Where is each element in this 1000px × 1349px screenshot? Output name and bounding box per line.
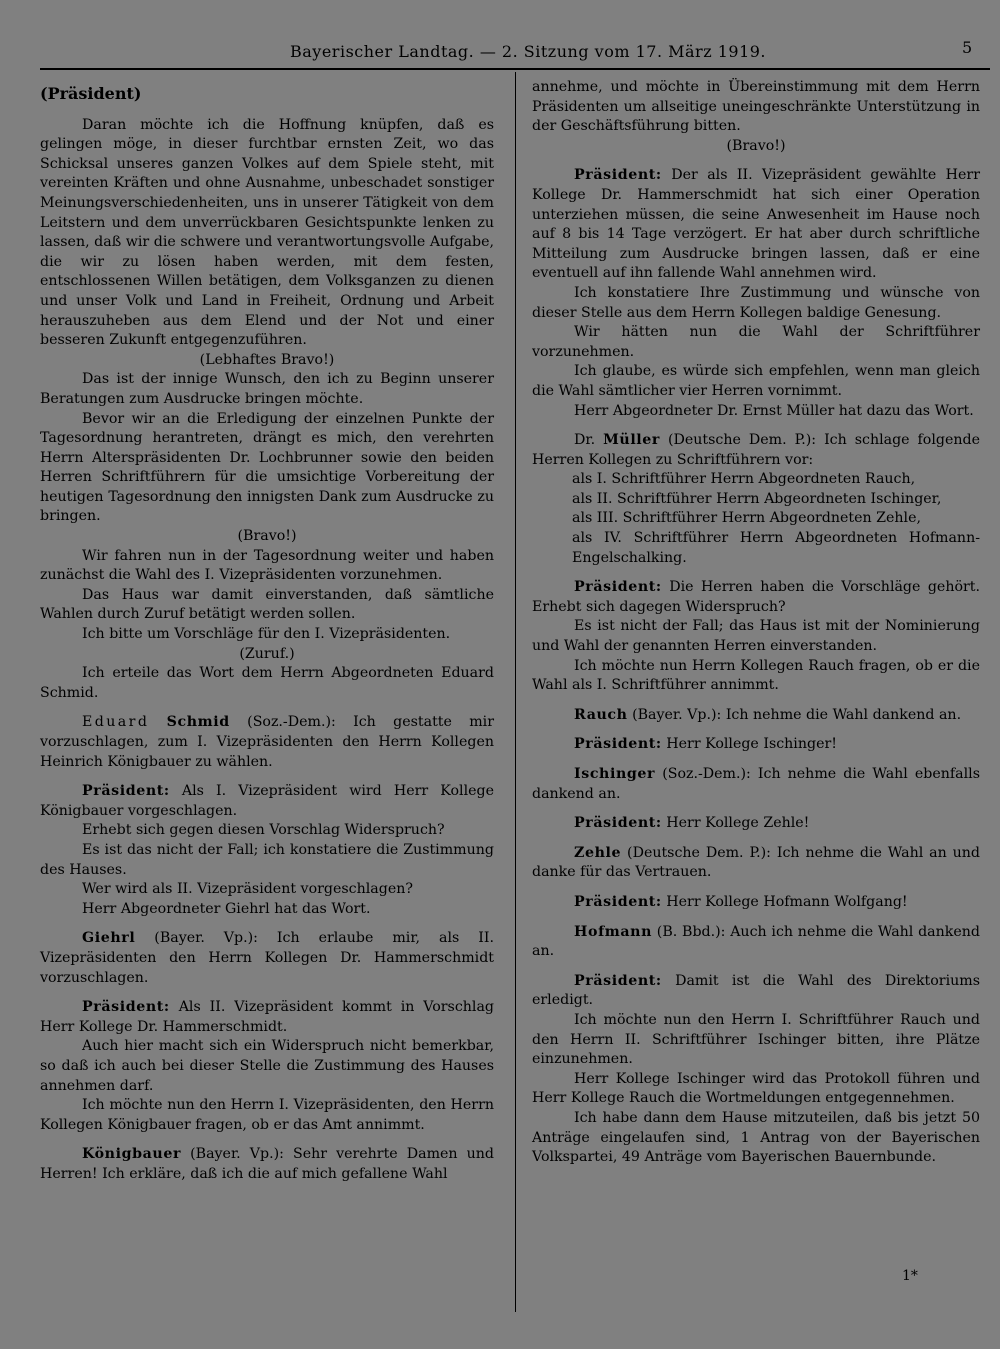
page-number: 5: [962, 38, 973, 57]
paragraph: Herr Kollege Ischinger wird das Protokoll führen und Herr Kollege Rauch die Wortmeldungen entgegennehmen.: [532, 1070, 980, 1107]
paragraph: Es ist nicht der Fall; das Haus ist mit der Nominierung und Wahl der genannten Herren einverstanden.: [532, 618, 980, 655]
speech-text: (B. Bbd.): Auch ich nehme die Wahl dankend an.: [532, 923, 980, 960]
speech-text: (Bayer. Vp.): Ich erlaube mir, als II. Vizepräsidenten den Herrn Kollegen Dr. Hammerschmidt vorzuschlagen.: [40, 930, 494, 986]
speaker-prename: Eduard: [82, 714, 150, 731]
speech-text: Als II. Vizepräsident kommt in Vorschlag Herr Kollege Dr. Hammerschmidt.: [40, 999, 495, 1035]
speaker-name: Zehle: [574, 844, 622, 861]
paragraph: Wir hätten nun die Wahl der Schriftführer vorzunehmen.: [532, 324, 980, 360]
speech-text: Herr Kollege Hofmann Wolfgang!: [666, 893, 908, 910]
paragraph: Ich möchte nun den Herrn I. Vizepräsidenten, den Herrn Kollegen Königbauer fragen, ob er das Amt annimmt.: [40, 1097, 494, 1133]
paragraph: Ich konstatiere Ihre Zustimmung und wünsche von dieser Stelle aus dem Herrn Kollegen baldige Genesung.: [532, 284, 980, 321]
speech: [40, 782, 494, 821]
speech-text: (Bayer. Vp.): Sehr verehrte Damen und Herren! Ich erkläre, daß ich die auf mich gefallene Wahl: [40, 1146, 494, 1182]
running-title: Bayerischer Landtag. — 2. Sitzung vom 17. März 1919.: [290, 42, 767, 61]
paragraph: Das ist der innige Wunsch, den ich zu Beginn unserer Beratungen zum Ausdrucke bringen möchte.: [40, 371, 494, 407]
paragraph: Daran möchte ich die Hoffnung knüpfen, daß es gelingen möge, in dieser furchtbar ernsten Zeit, wo das Schicksal unseres ganzen Volkes auf dem Spiele steht, mit vereinten Kräften und ohne Ausnahme, unbeschadet sonstiger Meinungsverschiedenheiten, uns in unserer Tätigkeit von dem Leitstern und dem unverrückbaren Gesichtspunkte lenken zu lassen, daß wir die schwere und verantwortungsvolle Aufgabe, die wir zu lösen haben werden, mit dem festen, entschlossenen Willen betätigen, dem Volksganzen zu dienen und unser Volk und Land in Freiheit, Ordnung und Arbeit herauszuheben aus dem Elend und der Not und einer besseren Zukunft entgegenzuführen.: [40, 116, 494, 349]
speech: [532, 893, 980, 913]
speech: [532, 578, 980, 617]
speech: [40, 1145, 494, 1184]
speaker-name: Rauch: [574, 706, 628, 723]
speaker-name: Präsident:: [82, 783, 170, 800]
paragraph: Das Haus war damit einverstanden, daß sämtliche Wahlen durch Zuruf betätigt werden sollen.: [40, 586, 494, 623]
paragraph: Auch hier macht sich ein Widerspruch nicht bemerkbar, so daß ich auch bei dieser Stelle die Zustimmung des Hauses annehmen darf.: [40, 1038, 494, 1094]
speech-text: (Deutsche Dem. P.): Ich schlage folgende Herren Kollegen zu Schriftführern vor:: [532, 432, 980, 468]
speaker-name: Präsident:: [574, 972, 662, 989]
paragraph: Bevor wir an die Erledigung der einzelnen Punkte der Tagesordnung herantreten, drängt es mich, den verehrten Herrn Alterspräsidenten Dr. Lochbrunner sowie den beiden Herren Schriftführern für die umsichtige Vorbereitung der heutigen Tagesordnung den innigsten Dank zum Ausdrucke zu bringen.: [40, 410, 494, 525]
speaker-name: Präsident:: [574, 815, 662, 832]
paragraph: Wer wird als II. Vizepräsident vorgeschlagen?: [82, 881, 413, 898]
paragraph: Wir fahren nun in der Tagesordnung weiter und haben zunächst die Wahl des I. Vizepräsidenten vorzunehmen.: [40, 547, 494, 584]
list-item: als I. Schriftführer Herrn Abgeordneten Rauch,: [572, 471, 916, 488]
speaker-name: Präsident:: [574, 893, 662, 910]
left-column: [40, 78, 494, 1184]
column-divider: [515, 72, 516, 1312]
speech-text: (Soz.-Dem.): Ich gestatte mir vorzuschlagen, zum I. Vizepräsidenten den Herrn Kollegen Heinrich Königbauer zu wählen.: [40, 714, 494, 770]
speaker-name: Präsident:: [574, 736, 662, 753]
speech: [40, 929, 494, 988]
interjection: (Lebhaftes Bravo!): [199, 351, 335, 368]
speech-text: (Soz.-Dem.): Ich nehme die Wahl ebenfalls dankend an.: [532, 766, 980, 802]
speech: [532, 431, 980, 470]
speech-text: Herr Kollege Ischinger!: [666, 736, 837, 753]
signature-mark: 1*: [902, 1268, 918, 1284]
speaker-name: Giehrl: [82, 930, 136, 947]
list-item: als II. Schriftführer Herrn Abgeordneten Ischinger,: [572, 490, 942, 507]
paragraph: annehme, und möchte in Übereinstimmung mit dem Herrn Präsidenten um allseitige uneingeschränkte Unterstützung in der Geschäftsführung bitten.: [532, 79, 980, 135]
speech: [532, 706, 980, 726]
page-header: [0, 0, 1000, 70]
speaker-name: Schmid: [166, 714, 230, 731]
right-column: [532, 78, 980, 1168]
speech: [532, 765, 980, 804]
speaker-name: Ischinger: [574, 766, 656, 782]
speech-text: Die Herren haben die Vorschläge gehört. Erhebt sich dagegen Widerspruch?: [532, 579, 980, 615]
speaker-name: Hofmann: [574, 923, 653, 940]
paragraph: Ich möchte nun Herrn Kollegen Rauch fragen, ob er die Wahl als I. Schriftführer annimmt.: [532, 657, 980, 694]
paragraph: Herr Abgeordneter Dr. Ernst Müller hat dazu das Wort.: [574, 402, 974, 419]
paragraph: Herr Abgeordneter Giehrl hat das Wort.: [82, 900, 371, 917]
speech: [532, 844, 980, 883]
speaker-prename: Dr.: [574, 432, 596, 449]
speaker-name: Präsident:: [82, 999, 170, 1016]
list-item: als III. Schriftführer Herrn Abgeordneten Zehle,: [572, 510, 921, 527]
speech: [532, 923, 980, 962]
speech: [532, 166, 980, 284]
speaker-name: Müller: [603, 432, 660, 449]
paragraph: Ich möchte nun den Herrn I. Schriftführer Rauch und den Herrn II. Schriftführer Ischinger bitten, ihre Plätze einzunehmen.: [532, 1011, 980, 1068]
interjection: (Bravo!): [726, 137, 786, 154]
speaker-name: Präsident:: [574, 167, 662, 184]
speech: [40, 713, 494, 772]
interjection: (Zuruf.): [239, 645, 295, 662]
speech-text: (Bayer. Vp.): Ich nehme die Wahl dankend an.: [632, 706, 962, 723]
speech-text: Als I. Vizepräsident wird Herr Kollege Königbauer vorgeschlagen.: [40, 783, 494, 819]
speech-text: Der als II. Vizepräsident gewählte Herr Kollege Dr. Hammerschmidt hat sich einer Operation unterziehen müssen, die seine Anwesenheit im Hause noch auf 8 bis 14 Tage verzögert. Er hat aber durch schriftliche Mitteilung zum Ausdrucke bringen lassen, daß er eine eventuell auf ihn fallende Wahl annehmen wird.: [532, 167, 980, 282]
header-rule: [40, 68, 990, 70]
speech-text: Herr Kollege Zehle!: [666, 815, 810, 832]
paragraph: Ich bitte um Vorschläge für den I. Vizepräsidenten.: [82, 626, 451, 643]
speech: [532, 735, 980, 755]
paragraph: Ich erteile das Wort dem Herrn Abgeordneten Eduard Schmid.: [40, 665, 494, 701]
speech-text: (Deutsche Dem. P.): Ich nehme die Wahl an und danke für das Vertrauen.: [532, 844, 980, 881]
speech-text: Damit ist die Wahl des Direktoriums erledigt.: [532, 972, 980, 1009]
paragraph: Es ist das nicht der Fall; ich konstatiere die Zustimmung des Hauses.: [40, 841, 494, 878]
speech: [532, 972, 980, 1011]
paragraph: Erhebt sich gegen diesen Vorschlag Widerspruch?: [82, 822, 445, 839]
section-heading: (Präsident): [40, 84, 142, 103]
speech: [532, 814, 980, 834]
speaker-name: Präsident:: [574, 579, 662, 596]
paragraph: Ich habe dann dem Hause mitzuteilen, daß bis jetzt 50 Anträge eingelaufen sind, 1 Antrag von der Bayerischen Volkspartei, 49 Anträge vom Bayerischen Bauernbunde.: [532, 1109, 980, 1166]
speaker-name: Königbauer: [82, 1146, 182, 1163]
speech: [40, 998, 494, 1037]
interjection: (Bravo!): [237, 528, 297, 545]
paragraph: Ich glaube, es würde sich empfehlen, wenn man gleich die Wahl sämtlicher vier Herren vornimmt.: [532, 363, 980, 399]
list-item: als IV. Schriftführer Herrn Abgeordneten Hofmann-Engelschalking.: [572, 530, 980, 566]
